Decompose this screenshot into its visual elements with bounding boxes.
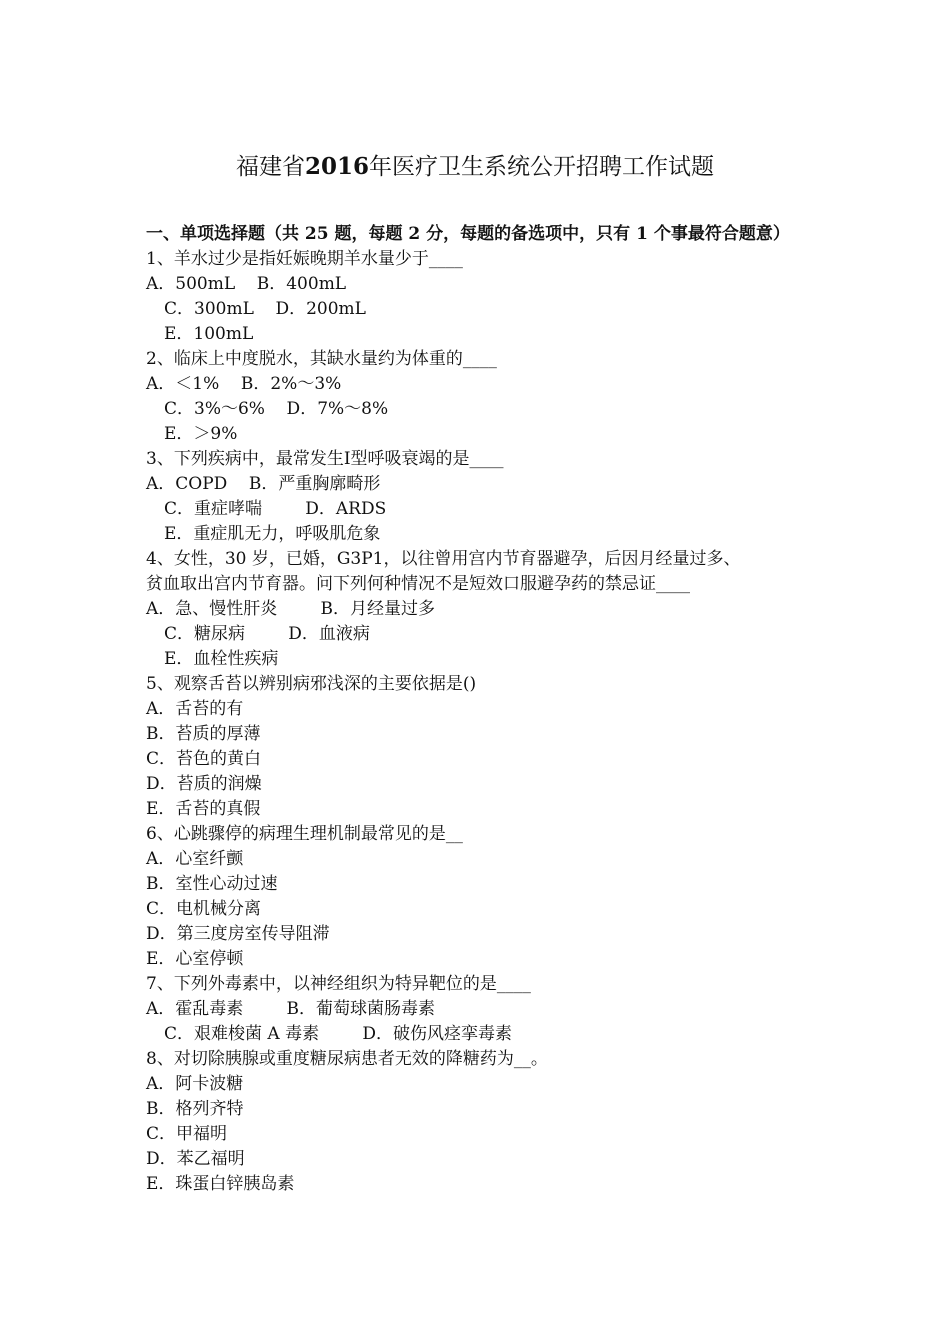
question-stem: 6、心跳骤停的病理生理机制最常见的是__ — [146, 824, 463, 844]
answer-option: C．重症哮喘 D．ARDS — [164, 499, 387, 519]
title-prefix: 福建省 — [235, 154, 305, 180]
answer-option: A．500mL B．400mL — [146, 274, 347, 294]
answer-option: A．急、慢性肝炎 B．月经量过多 — [146, 599, 435, 619]
document-title — [0, 150, 950, 184]
answer-option: A．舌苔的有 — [146, 699, 244, 719]
section-heading: 一、单项选择题（共 25 题，每题 2 分，每题的备选项中，只有 1 个事最符合题意） — [146, 224, 790, 244]
answer-option: A．阿卡波糖 — [146, 1074, 244, 1094]
answer-option: C．糖尿病 D．血液病 — [164, 624, 370, 644]
answer-option: D．苔质的润燥 — [146, 774, 262, 794]
question-stem: 贫血取出宫内节育器。问下列何种情况不是短效口服避孕药的禁忌证____ — [146, 574, 690, 594]
answer-option: D．苯乙福明 — [146, 1149, 245, 1169]
answer-option: A．COPD B．严重胸廓畸形 — [146, 474, 381, 494]
answer-option: C．电机械分离 — [146, 899, 262, 919]
answer-option: A．心室纤颤 — [146, 849, 244, 869]
answer-option: E．＞9% — [164, 424, 238, 444]
answer-option: B．室性心动过速 — [146, 874, 278, 894]
question-stem: 4、女性，30 岁，已婚，G3P1，以往曾用宫内节育器避孕，后因月经量过多、 — [146, 549, 741, 569]
answer-option: B．格列齐特 — [146, 1099, 244, 1119]
answer-option: C．艰难梭菌 A 毒素 D．破伤风痉挛毒素 — [164, 1024, 512, 1044]
answer-option: E．重症肌无力，呼吸肌危象 — [164, 524, 381, 544]
question-stem: 7、下列外毒素中，以神经组织为特异靶位的是____ — [146, 974, 531, 994]
question-stem: 3、下列疾病中，最常发生Ⅰ型呼吸衰竭的是____ — [146, 449, 504, 469]
title-suffix: 年医疗卫生系统公开招聘工作试题 — [369, 154, 714, 180]
answer-option: A．＜1% B．2%～3% — [146, 374, 342, 394]
question-list — [146, 222, 816, 1197]
title-year: 2016 — [304, 153, 369, 180]
answer-option: E．心室停顿 — [146, 949, 244, 969]
question-stem: 5、观察舌苔以辨别病邪浅深的主要依据是() — [146, 674, 477, 694]
answer-option: C．苔色的黄白 — [146, 749, 262, 769]
answer-option: C．300mL D．200mL — [164, 299, 366, 319]
answer-option: C．3%～6% D．7%～8% — [164, 399, 389, 419]
question-stem: 1、羊水过少是指妊娠晚期羊水量少于____ — [146, 249, 463, 269]
answer-option: E．舌苔的真假 — [146, 799, 261, 819]
answer-option: E．珠蛋白锌胰岛素 — [146, 1174, 295, 1194]
answer-option: D．第三度房室传导阻滞 — [146, 924, 330, 944]
question-stem: 2、临床上中度脱水，其缺水量约为体重的____ — [146, 349, 497, 369]
question-stem: 8、对切除胰腺或重度糖尿病患者无效的降糖药为__。 — [146, 1049, 548, 1069]
answer-option: E．血栓性疾病 — [164, 649, 279, 669]
answer-option: C．甲福明 — [146, 1124, 228, 1144]
answer-option: A．霍乱毒素 B．葡萄球菌肠毒素 — [146, 999, 435, 1019]
answer-option: B．苔质的厚薄 — [146, 724, 261, 744]
answer-option: E．100mL — [164, 324, 254, 344]
